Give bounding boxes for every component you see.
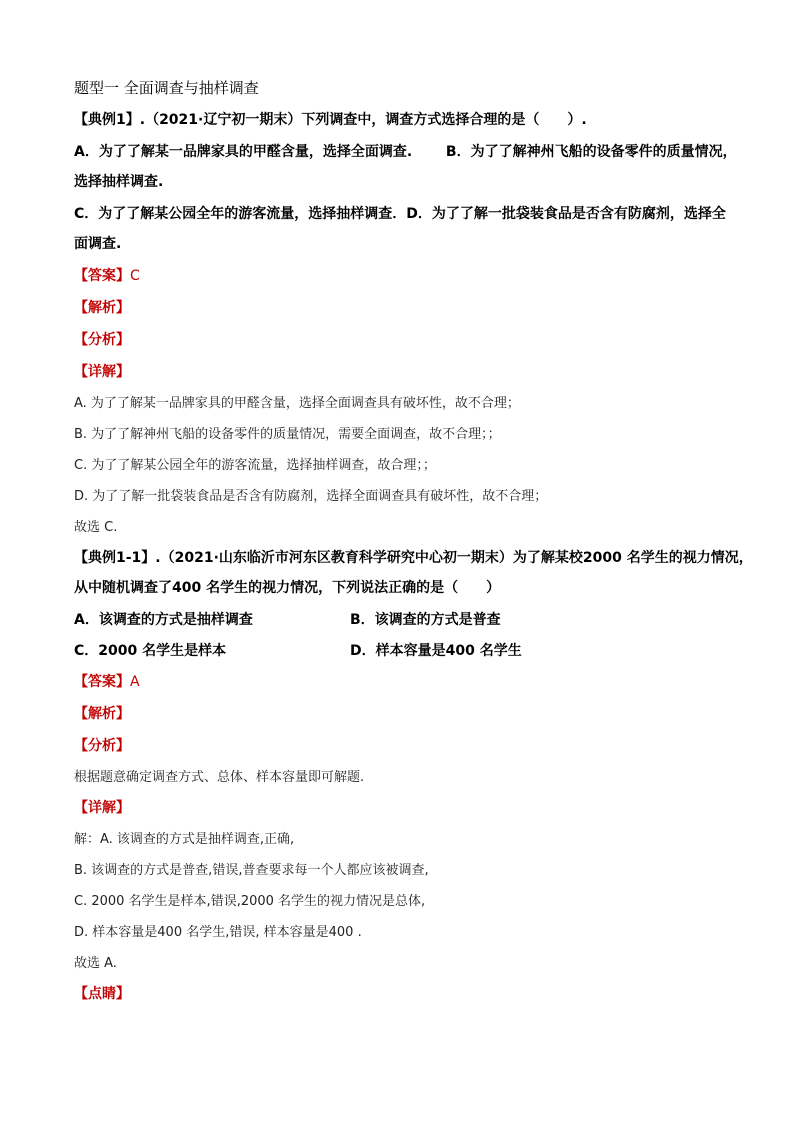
q2-detail-d: D. 样本容量是400 名学生,错误, 样本容量是400 . [74,925,362,940]
q2-dianjing-label: 【点睛】 [74,986,130,1002]
q2-detail-a: 解：A. 该调查的方式是抽样调查,正确, [74,832,295,847]
q2-stem-line [74,548,753,568]
q2-fenxi-text: 根据题意确定调查方式、总体、样本容量即可解题. [74,770,365,785]
q1-tag: 【典例1】 [74,112,140,128]
q2-stem-1: 为了解某校2000 名学生的视力情况， [512,550,753,566]
q1-option-b: B．为了了解神州飞船的设备零件的质量情况， [445,144,737,160]
q2-option-b: B．该调查的方式是普查 [350,612,501,628]
q1-answer-value: C [130,268,140,284]
q2-detail-b: B. 该调查的方式是普查,错误,普查要求每一个人都应该被调查, [74,863,429,878]
q1-analysis-label: 【解析】 [74,300,130,316]
q1-option-d-cont: 面调查. [74,236,122,252]
q1-conclusion: 故选 C. [74,520,118,535]
q2-option-d: D．样本容量是400 名学生 [350,643,522,659]
q1-source: .（2021·辽宁初一期末） [139,112,302,128]
q2-answer-label: 【答案】 [74,674,130,690]
q1-options-cd: C．为了了解某公园全年的游客流量，选择抽样调查．D．为了了解一批袋装食品是否含有防腐剂，选择全 [74,206,726,222]
q1-answer [74,266,140,286]
q2-detail-label: 【详解】 [74,800,130,816]
q1-option-b-cont: 选择抽样调查. [74,174,164,190]
q1-stem-line [74,110,587,130]
q1-detail-b: B. 为了了解神州飞船的设备零件的质量情况，需要全面调查，故不合理；； [74,427,501,442]
q1-stem: 下列调查中，调查方式选择合理的是（ ）. [301,112,587,128]
q1-answer-label: 【答案】 [74,268,130,284]
q2-conclusion: 故选 A. [74,956,117,971]
q1-options-ab [74,142,737,162]
q2-detail-c: C. 2000 名学生是样本,错误,2000 名学生的视力情况是总体, [74,894,426,909]
section-title: 题型一 全面调查与抽样调查 [74,79,259,97]
q2-tag: 【典例1-1】 [74,550,156,566]
q2-stem-2: 从中随机调查了400 名学生的视力情况，下列说法正确的是（ ） [74,580,501,596]
q1-detail-label: 【详解】 [74,364,130,380]
q1-fenxi-label: 【分析】 [74,332,130,348]
q1-detail-c: C. 为了了解某公园全年的游客流量，选择抽样调查，故合理；； [74,458,436,473]
q2-answer-value: A [130,674,140,690]
q1-option-a: A．为了了解某一品牌家具的甲醛含量，选择全面调查. [74,144,413,160]
q2-option-a: A．该调查的方式是抽样调查 [74,612,253,628]
q1-detail-d: D. 为了了解一批袋装食品是否含有防腐剂，选择全面调查具有破坏性，故不合理； [74,489,548,504]
q2-source: .（2021·山东临沂市河东区教育科学研究中心初一期末） [155,550,513,566]
q1-detail-a: A. 为了了解某一品牌家具的甲醛含量，选择全面调查具有破坏性，故不合理； [74,396,520,411]
q2-fenxi-label: 【分析】 [74,738,130,754]
q2-answer [74,672,140,692]
q2-analysis-label: 【解析】 [74,706,130,722]
q2-option-c: C．2000 名学生是样本 [74,643,227,659]
